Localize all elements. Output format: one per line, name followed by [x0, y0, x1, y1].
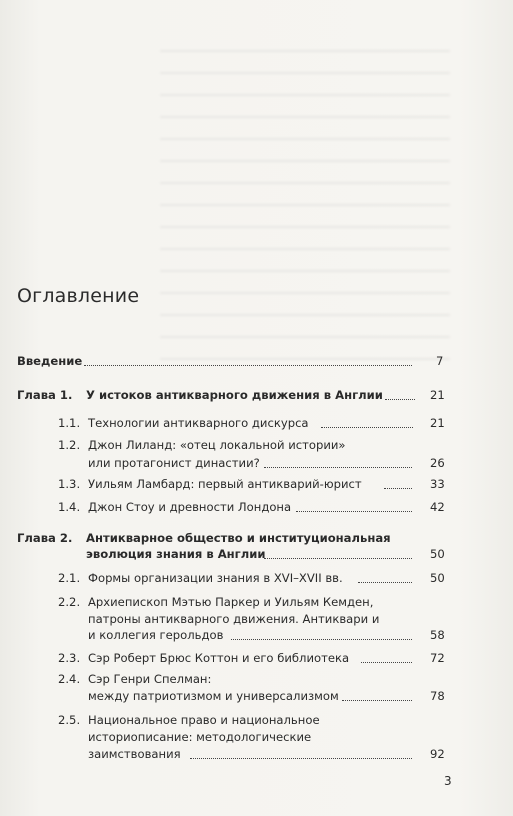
section-title: Джон Стоу и древности Лондона: [88, 500, 292, 514]
section-title: Формы организации знания в XVI–XVII вв.: [88, 571, 343, 585]
section-title: Сэр Роберт Брюс Коттон и его библиотека: [88, 651, 350, 665]
section-title-line: заимствования: [88, 747, 181, 761]
chapter-page: 50: [430, 547, 445, 561]
chapter-title: У истоков антикварного движения в Англии: [86, 388, 383, 402]
dot-leader: [321, 426, 413, 428]
section-page: 42: [430, 500, 445, 514]
section-page: 21: [430, 416, 445, 430]
chapter-title-line: эволюция знания в Англии: [86, 547, 266, 561]
chapter-title-line: Антикварное общество и институциональная: [86, 531, 391, 545]
dot-leader: [342, 699, 412, 701]
section-page: 58: [430, 628, 445, 642]
section-page: 33: [430, 477, 445, 491]
toc-intro-label: Введение: [17, 354, 83, 368]
section-title-line: Джон Лиланд: «отец локальной истории»: [88, 438, 346, 452]
section-title-line: между патриотизмом и универсализмом: [88, 689, 339, 703]
dot-leader: [190, 757, 412, 759]
chapter-number: Глава 1.: [17, 388, 73, 402]
section-title-line: Сэр Генри Спелман:: [88, 672, 212, 686]
section-number: 2.1.: [58, 571, 81, 585]
section-title-line: Национальное право и национальное: [88, 713, 320, 727]
toc-intro-page: 7: [436, 354, 444, 368]
section-number: 2.5.: [58, 713, 81, 727]
page-title: Оглавление: [17, 285, 140, 307]
section-title-line: и коллегия герольдов: [88, 628, 224, 642]
section-number: 1.2.: [58, 438, 81, 452]
dot-leader: [358, 581, 412, 583]
dot-leader: [264, 557, 412, 559]
section-title: Уильям Ламбард: первый антикварий-юрист: [88, 477, 362, 491]
section-page: 50: [430, 571, 445, 585]
section-number: 2.4.: [58, 672, 81, 686]
page-number: 3: [444, 774, 452, 788]
section-page: 92: [430, 747, 445, 761]
section-page: 78: [430, 689, 445, 703]
dot-leader: [296, 510, 412, 512]
section-page: 26: [430, 456, 445, 470]
section-number: 1.4.: [58, 500, 81, 514]
section-title-line: патроны антикварного движения. Антиквари и: [88, 612, 380, 626]
dot-leader: [84, 364, 412, 366]
dot-leader: [385, 398, 415, 400]
section-title-line: или протагонист династии?: [88, 456, 260, 470]
chapter-page: 21: [430, 388, 445, 402]
dot-leader: [264, 466, 412, 468]
section-number: 2.3.: [58, 651, 81, 665]
chapter-number: Глава 2.: [17, 531, 73, 545]
dot-leader: [361, 661, 412, 663]
dot-leader: [231, 638, 412, 640]
section-number: 1.3.: [58, 477, 81, 491]
section-number: 1.1.: [58, 416, 81, 430]
section-title-line: Архиепископ Мэтью Паркер и Уильям Кемден,: [88, 595, 374, 609]
section-number: 2.2.: [58, 595, 81, 609]
section-page: 72: [430, 651, 445, 665]
dot-leader: [384, 487, 412, 489]
section-title-line: историописание: методологические: [88, 730, 312, 744]
section-title: Технологии антикварного дискурса: [88, 416, 309, 430]
show-through-text: [160, 40, 450, 360]
